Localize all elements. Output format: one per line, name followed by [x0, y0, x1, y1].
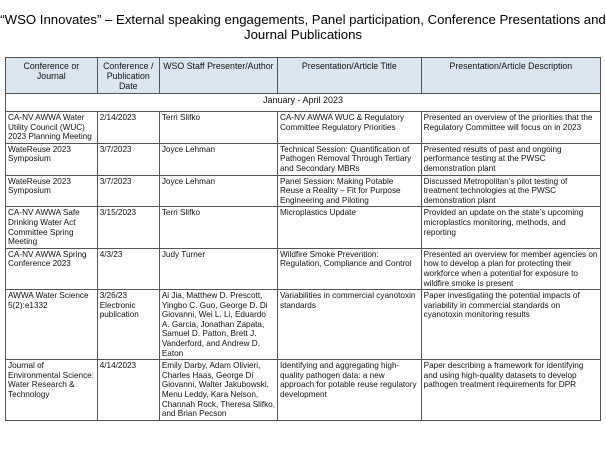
table-row	[6, 360, 601, 421]
table-row	[6, 143, 601, 175]
engagements-table	[5, 57, 601, 421]
header-conference: Conference or Journal	[6, 58, 98, 94]
table-row	[6, 112, 601, 144]
cell-description: Paper describing a framework for identifying and using high-quality datasets to develop pathogen treatment requirements for DPR	[421, 360, 600, 421]
cell-conference: WateReuse 2023 Symposium	[6, 143, 98, 175]
table-row	[6, 207, 601, 248]
table-row	[6, 175, 601, 207]
cell-date: 3/15/2023	[97, 207, 159, 248]
cell-presenter: Emily Darby, Adam Olivieri, Charles Haas, George Di Giovanni, Walter Jakubowski, Menu Leddy, Kara Nelson, Channah Rock, Theresa Slifko, and Brian Pecson	[159, 360, 277, 421]
cell-title: Panel Session: Making Potable Reuse a Reality – Fit for Purpose Engineering and Piloting	[278, 175, 422, 207]
header-title: Presentation/Article Title	[278, 58, 422, 94]
cell-title: Microplastics Update	[278, 207, 422, 248]
cell-title: Wildfire Smoke Prevention: Regulation, Compliance and Control	[278, 248, 422, 289]
cell-presenter: Ai Jia, Matthew D. Prescott, Yingbo C. Guo, George D. Di Giovanni, Wei L. Li, Eduardo A. Garcia, Jonathan Zapata, Samuel D. Patton, Brett J. Vanderford, and Andrew D. Eaton	[159, 290, 277, 360]
document-title: “WSO Innovates” – External speaking engagements, Panel participation, Conference Presentations and Journal Publications	[0, 12, 606, 42]
cell-presenter: Judy Turner	[159, 248, 277, 289]
cell-title: Variabilities in commercial cyanotoxin standards	[278, 290, 422, 360]
cell-date: 3/26/23 Electronic publication	[97, 290, 159, 360]
period-row	[6, 94, 601, 112]
cell-conference: Journal of Environmental Science: Water Research & Technology	[6, 360, 98, 421]
cell-date: 4/3/23	[97, 248, 159, 289]
period-label: January - April 2023	[6, 94, 601, 112]
cell-date: 3/7/2023	[97, 143, 159, 175]
cell-conference: CA-NV AWWA Water Utility Council (WUC) 2023 Planning Meeting	[6, 112, 98, 144]
table-header-row	[6, 58, 601, 94]
cell-description: Paper investigating the potential impacts of variability in commercial standards on cyanotoxin monitoring results	[421, 290, 600, 360]
cell-presenter: Joyce Lehman	[159, 175, 277, 207]
cell-conference: CA-NV AWWA Safe Drinking Water Act Committee Spring Meeting	[6, 207, 98, 248]
cell-presenter: Joyce Lehman	[159, 143, 277, 175]
table-row	[6, 248, 601, 289]
header-presenter: WSO Staff Presenter/Author	[159, 58, 277, 94]
header-description: Presentation/Article Description	[421, 58, 600, 94]
cell-presenter: Terri Slifko	[159, 207, 277, 248]
cell-conference: CA-NV AWWA Spring Conference 2023	[6, 248, 98, 289]
cell-description: Presented an overview for member agencies on how to develop a plan for protecting their workforce when a potential for exposure to wildfire smoke is present	[421, 248, 600, 289]
cell-description: Presented results of past and ongoing performance testing at the PWSC demonstration plant	[421, 143, 600, 175]
cell-description: Presented an overview of the priorities that the Regulatory Committee will focus on in 2023	[421, 112, 600, 144]
cell-title: Identifying and aggregating high-quality pathogen data: a new approach for potable reuse regulatory development	[278, 360, 422, 421]
cell-description: Provided an update on the state’s upcoming microplastics monitoring, methods, and reporting	[421, 207, 600, 248]
cell-title: Technical Session: Quantification of Pathogen Removal Through Tertiary and Secondary MBRs	[278, 143, 422, 175]
cell-title: CA-NV AWWA WUC & Regulatory Committee Regulatory Priorities	[278, 112, 422, 144]
cell-conference: WateReuse 2023 Symposium	[6, 175, 98, 207]
cell-date: 2/14/2023	[97, 112, 159, 144]
cell-conference: AWWA Water Science 5(2):e1332	[6, 290, 98, 360]
header-date: Conference / Publication Date	[97, 58, 159, 94]
cell-date: 4/14/2023	[97, 360, 159, 421]
cell-description: Discussed Metropolitan’s pilot testing of treatment technologies at the PWSC demonstration plant	[421, 175, 600, 207]
cell-date: 3/7/2023	[97, 175, 159, 207]
table-row	[6, 290, 601, 360]
cell-presenter: Terri Slifko	[159, 112, 277, 144]
